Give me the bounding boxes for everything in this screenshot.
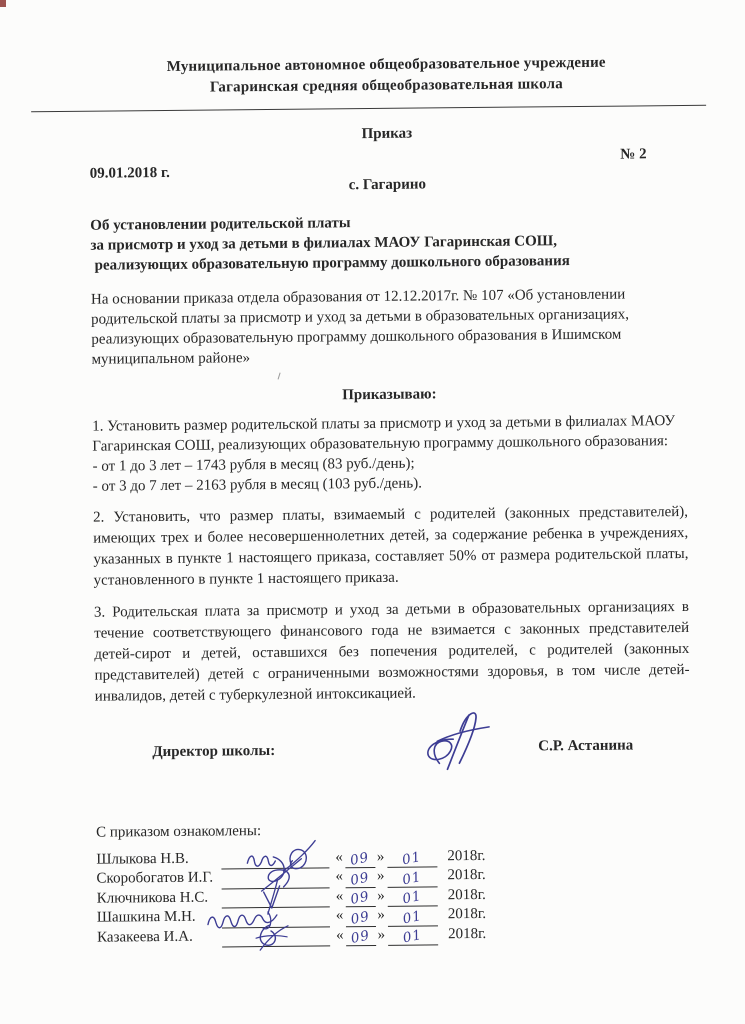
year-label: 2018г. (447, 867, 486, 884)
order-item-2: 2. Установить, что размер платы, взимаемый с родителей (законных представителей), имеющих трех и более несовершеннолетних детей, за содержание ребенка в учреждениях, указанных в пункте 1 настоящего приказа, составляет 50% от размера родительской платы, установленного в пункте 1 настоящего приказа. (92, 503, 689, 589)
quote-close: » (377, 907, 385, 924)
order-word (92, 382, 687, 409)
date-place-row (89, 164, 685, 199)
month-field (387, 849, 437, 869)
order-item-1-bullet-2: - от 3 до 7 лет – 2163 рубля в месяц (103 руб./день). (92, 475, 422, 495)
quote-close: » (377, 926, 386, 943)
handwritten-month: 01 (401, 926, 424, 947)
document-number: № 2 (620, 146, 647, 163)
director-role-label: Директор школы: (152, 742, 276, 761)
subject-block (90, 210, 686, 276)
handwritten-day: 09 (349, 927, 372, 947)
subject-line1: Об установлении родительской платы (90, 215, 351, 234)
document-number-row (90, 144, 685, 170)
order-item-1: 1. Установить размер родительской платы за присмотр и уход за детьми в филиалах МАОУ Гагаринская СОШ, реализующих образовательную программу дошкольного образования: (92, 413, 676, 455)
quote-open: « (335, 907, 344, 924)
handwritten-signature (226, 922, 330, 953)
subject-line2: за присмотр и уход за детьми в филиалах МАОУ Гагаринская СОШ, (90, 233, 558, 254)
acknowledgement-list (96, 846, 692, 949)
day-field (345, 869, 375, 889)
org-name-line2: Гагаринская средняя общеобразовательная школа (209, 76, 563, 96)
handwritten-month: 01 (401, 888, 424, 908)
handwritten-day: 09 (349, 907, 372, 928)
document-place: с. Гагарино (348, 176, 427, 194)
handwritten-month: 01 (401, 868, 424, 889)
order-word-text: Приказываю: (342, 386, 437, 404)
year-label: 2018г. (447, 847, 486, 865)
order-item-3: 3. Родительская плата за присмотр и уход за детьми в образовательных организациях в течение соответствующего финансового года не взимается с законных представителей детей-сирот и детей, оставшихся без попечения родителей, с родителей (законных представителей) детей с ограниченными возможностями здоровья, в том числе детей-инвалидов, детей с туберкулезной интоксикацией. (93, 598, 690, 705)
header-divider (31, 105, 706, 112)
order-item-1-bullet-1: - от 1 до 3 лет – 1743 рубля в месяц (83 руб./день); (92, 455, 415, 475)
year-label: 2018г. (447, 906, 487, 923)
scan-artifact-mark (274, 371, 281, 379)
acknowledgement-label: С приказом ознакомлены: (95, 823, 262, 841)
basis-paragraph: На основании приказа отдела образования от 12.12.2017г. № 107 «Об установлении родительской платы за присмотр и уход за детьми в образовательных организациях, реализующих образовательную программу дошкольного образования в Ишимском муниципальном районе» (90, 286, 630, 368)
year-label: 2018г. (447, 886, 486, 904)
director-signature-row (95, 729, 690, 787)
org-name-line1: Муниципальное автономное общеобразовательное учреждение (166, 54, 606, 75)
year-label: 2018г. (447, 925, 487, 942)
person-name: Казакеева И.А. (96, 928, 193, 946)
director-signature-ink (413, 705, 524, 776)
handwritten-month: 01 (401, 849, 424, 869)
person-name: Шлыкова Н.В. (96, 850, 189, 868)
signature-line (222, 931, 330, 947)
day-field (345, 907, 375, 928)
handwritten-month: 01 (401, 907, 424, 927)
quote-open: « (335, 868, 344, 885)
quote-open: « (335, 849, 343, 866)
subject-line3: реализующих образовательную программу дошкольного образования (94, 253, 570, 274)
document-title: Приказ (361, 125, 413, 143)
day-field (345, 849, 375, 870)
month-field (387, 868, 437, 889)
quote-close: » (376, 868, 385, 885)
person-name: Шашкина М.Н. (96, 908, 196, 926)
organization-header (89, 52, 684, 100)
director-name: С.Р. Астанина (538, 737, 634, 755)
person-name: Ключникова Н.С. (96, 889, 209, 907)
quote-open: « (335, 926, 344, 943)
document-date: 09.01.2018 г. (89, 164, 170, 182)
handwritten-day: 09 (348, 869, 371, 889)
quote-close: » (376, 848, 385, 865)
day-field (346, 927, 376, 947)
month-field (388, 926, 438, 947)
handwritten-day: 09 (349, 888, 372, 909)
person-name: Скоробогатов И.Г. (96, 869, 214, 888)
quote-close: » (377, 887, 385, 904)
quote-open: « (335, 888, 344, 905)
month-field (388, 907, 438, 927)
handwritten-day: 09 (348, 849, 371, 870)
day-field (345, 888, 375, 909)
month-field (388, 888, 438, 908)
